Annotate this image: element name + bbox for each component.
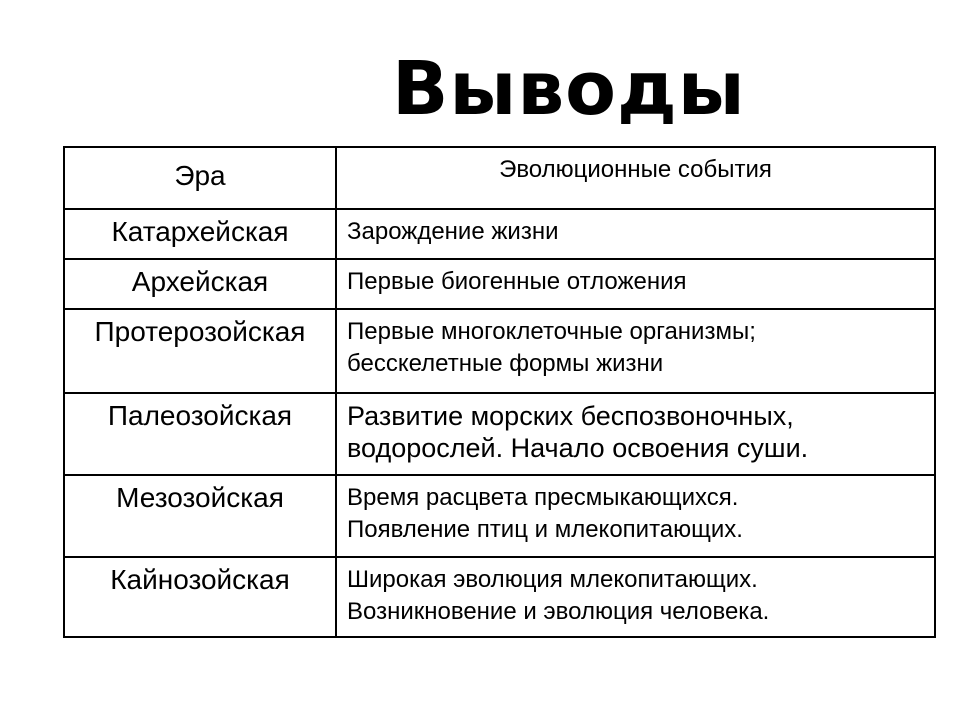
eras-table: [63, 146, 936, 638]
table-row: [64, 557, 935, 637]
event-line: Появление птиц и млекопитающих.: [347, 516, 743, 543]
era-cell: Палеозойская: [64, 393, 336, 475]
era-cell: Катархейская: [64, 209, 336, 259]
era-cell: Протерозойская: [64, 309, 336, 393]
events-cell: [336, 259, 935, 309]
table-row: [64, 259, 935, 309]
event-line: Первые биогенные отложения: [347, 268, 687, 295]
events-cell: [336, 557, 935, 637]
header-era: Эра: [64, 147, 336, 209]
table-row: [64, 209, 935, 259]
table-row: [64, 309, 935, 393]
event-line: Широкая эволюция млекопитающих.: [347, 566, 758, 593]
event-line: бесскелетные формы жизни: [347, 350, 664, 377]
events-cell: [336, 309, 935, 393]
slide-title: Выводы: [392, 46, 746, 132]
header-events: Эволюционные события: [336, 147, 935, 209]
era-cell: Кайнозойская: [64, 557, 336, 637]
event-line: Возникновение и эволюция человека.: [347, 598, 770, 625]
era-cell: Мезозойская: [64, 475, 336, 557]
event-line: Время расцвета пресмыкающихся.: [347, 484, 739, 511]
events-cell: [336, 475, 935, 557]
table-header-row: [64, 147, 935, 209]
event-line: водорослей. Начало освоения суши.: [347, 433, 809, 463]
event-line: Первые многоклеточные организмы;: [347, 318, 756, 345]
event-line: Развитие морских беспозвоночных,: [347, 401, 794, 431]
table-row: [64, 475, 935, 557]
events-cell: [336, 393, 935, 475]
table-row: [64, 393, 935, 475]
event-line: Зарождение жизни: [347, 218, 559, 245]
era-cell: Архейская: [64, 259, 336, 309]
events-cell: [336, 209, 935, 259]
